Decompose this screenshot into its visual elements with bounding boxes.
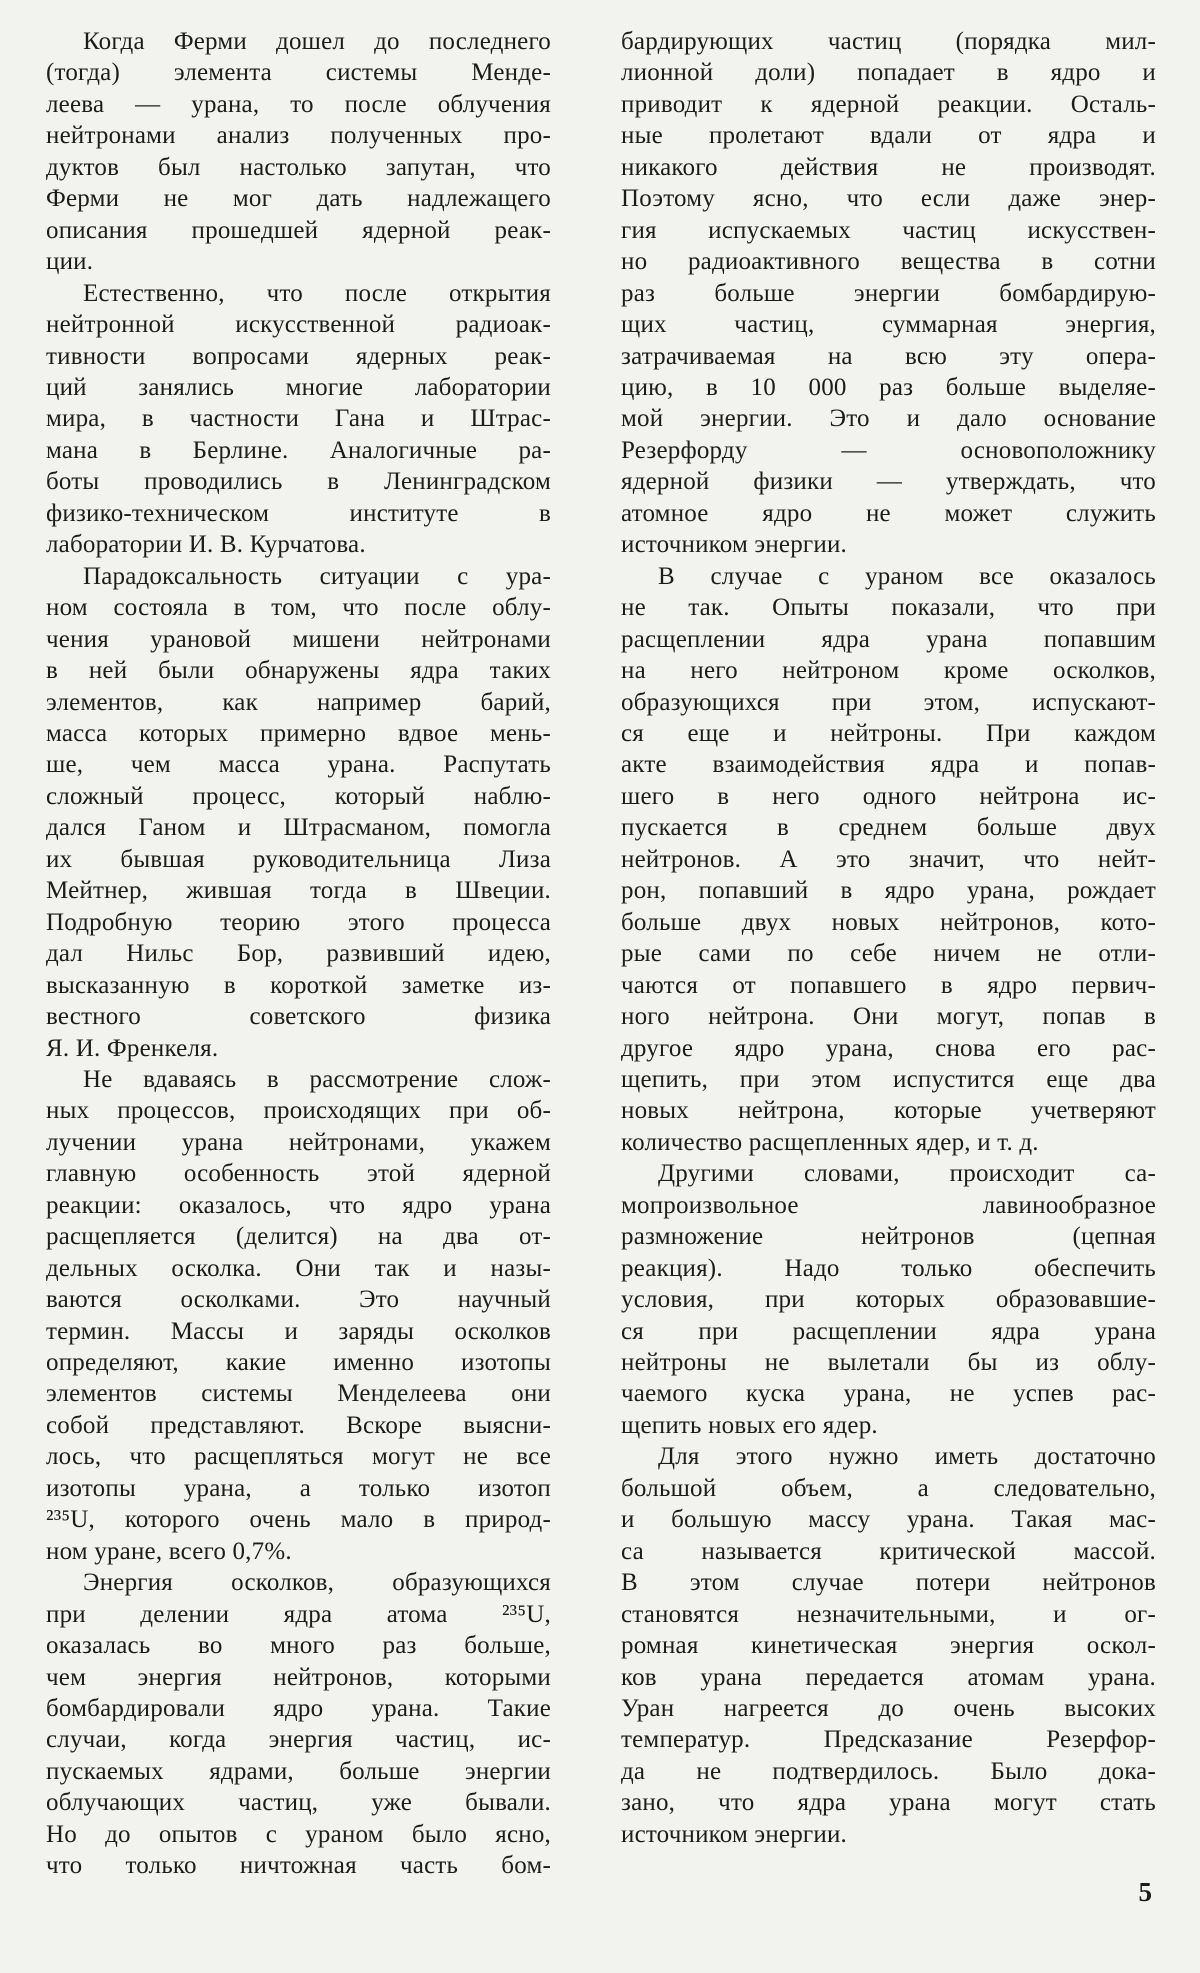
paragraph [46,561,551,1064]
paragraph [46,278,551,561]
text-line: элементов, как например барий, [46,688,551,716]
right-column [621,26,1156,1882]
text-line: Поэтому ясно, что если даже энер- [621,185,1156,213]
text-line: боты проводились в Ленинградском [46,468,551,496]
paragraph [621,1441,1156,1850]
text-line: высказанную в короткой заметке из- [46,971,551,999]
text-line: щепить, при этом испустится еще два [621,1065,1156,1093]
text-line: дельных осколка. Они так и назы- [46,1254,551,1282]
text-line: лучении урана нейтронами, укажем [46,1128,551,1156]
text-line: пускается в среднем больше двух [621,814,1156,842]
text-line: ядерной физики — утверждать, что [621,468,1156,496]
text-line: оказалась во много раз больше, [46,1632,551,1660]
text-line: леева — урана, то после облучения [46,90,551,118]
text-line: ции. [46,248,94,276]
text-line: шего в него одного нейтрона ис- [621,782,1156,810]
text-line: ном состояла в том, что после облу- [46,594,551,622]
text-line: нейтронами анализ полученных про- [46,122,551,150]
paragraph [621,1158,1156,1441]
text-line: образующихся при этом, испускают- [621,688,1156,716]
text-line: главную особенность этой ядерной [46,1160,551,1188]
text-line: большой объем, а следовательно, [621,1474,1156,1502]
text-line: пускаемых ядрами, больше энергии [46,1757,551,1785]
text-line: бомбардировали ядро урана. Такие [46,1695,551,1723]
text-line: количество расщепленных ядер, и т. д. [621,1128,1039,1156]
text-line: чем энергия нейтронов, которыми [46,1663,551,1691]
text-line: ся при расщеплении ядра урана [621,1317,1156,1345]
text-line: щепить новых его ядер. [621,1411,878,1439]
text-line: но радиоактивного вещества в сотни [621,248,1156,276]
text-line: Энергия осколков, образующихся [83,1569,551,1597]
text-line: мана в Берлине. Аналогичные ра- [46,436,551,464]
text-line: рые сами по себе ничем не отли- [621,940,1156,968]
text-line: их бывшая руководительница Лиза [46,845,551,873]
paragraph [621,561,1156,1159]
text-line: дуктов был настолько запутан, что [46,153,551,181]
text-line: элементов системы Менделеева они [46,1380,551,1408]
text-line: не так. Опыты показали, что при [621,594,1156,622]
text-line: Парадоксальность ситуации с ура- [83,562,551,590]
text-line: Но до опытов с ураном было ясно, [46,1820,551,1848]
text-line: са называется критической массой. [621,1537,1156,1565]
text-line: размножение нейтронов (цепная [621,1223,1156,1251]
text-line: становятся незначительными, и ог- [621,1600,1156,1628]
text-line: изотопы урана, а только изотоп [46,1474,551,1502]
text-line: нейтроны не вылетали бы из облу- [621,1349,1156,1377]
text-line: Не вдаваясь в рассмотрение слож- [83,1065,551,1093]
text-line: акте взаимодействия ядра и попав- [621,751,1156,779]
paragraph [621,26,1156,561]
text-line: источником энергии. [621,1820,847,1848]
text-line: раз больше энергии бомбардирую- [621,279,1156,307]
text-line: Я. И. Френкеля. [46,1034,219,1062]
text-line: ся еще и нейтроны. При каждом [621,719,1156,747]
text-line: на него нейтроном кроме осколков, [621,657,1156,685]
text-line: при делении ядра атома ²³⁵U, [46,1600,551,1628]
text-line: щих частиц, суммарная энергия, [621,311,1156,339]
left-column [46,26,551,1882]
text-line: Мейтнер, жившая тогда в Швеции. [46,877,551,905]
text-line: лось, что расщепляться могут не все [46,1443,551,1471]
text-line: чаются от попавшего в ядро первич- [621,971,1156,999]
text-line: источником энергии. [621,531,847,559]
text-line: ций занялись многие лаборатории [46,373,551,401]
paragraph [46,1567,551,1882]
text-line: определяют, какие именно изотопы [46,1349,551,1377]
text-line: никакого действия не производят. [621,153,1156,181]
text-line: случаи, когда энергия частиц, ис- [46,1726,551,1754]
text-line: вестного советского физика [46,1003,551,1031]
text-line: затрачиваемая на всю эту опера- [621,342,1156,370]
text-line: нейтронной искусственной радиоак- [46,311,551,339]
text-line: ном уране, всего 0,7%. [46,1537,292,1565]
text-line: реакции: оказалось, что ядро урана [46,1191,551,1219]
text-line: (тогда) элемента системы Менде- [46,59,551,87]
text-line: физико-техническом институте в [46,499,551,527]
text-line: собой представляют. Вскоре выясни- [46,1411,551,1439]
text-line: ных процессов, происходящих при об- [46,1097,551,1125]
text-line: приводит к ядерной реакции. Осталь- [621,90,1156,118]
text-line: дался Ганом и Штрасманом, помогла [46,814,551,842]
text-line: облучающих частиц, уже бывали. [46,1789,551,1817]
text-line: В этом случае потери нейтронов [621,1569,1156,1597]
text-line: дал Нильс Бор, развивший идею, [46,940,551,968]
text-line: ше, чем масса урана. Распутать [46,751,551,779]
text-line: Подробную теорию этого процесса [46,908,551,936]
text-line: чаемого куска урана, не успев рас- [621,1380,1156,1408]
text-line: Для этого нужно иметь достаточно [658,1443,1156,1471]
text-line: зано, что ядра урана могут стать [621,1789,1156,1817]
text-line: атомное ядро не может служить [621,499,1156,527]
text-line: другое ядро урана, снова его рас- [621,1034,1156,1062]
text-line: ков урана передается атомам урана. [621,1663,1156,1691]
text-line: лионной доли) попадает в ядро и [621,59,1156,87]
text-line: мой энергии. Это и дало основание [621,405,1156,433]
text-line: ные пролетают вдали от ядра и [621,122,1156,150]
text-line: Резерфорду — основоположнику [621,436,1156,464]
text-line: Уран нагреется до очень высоких [621,1695,1156,1723]
text-line: ного нейтрона. Они могут, попав в [621,1003,1156,1031]
paragraph [46,26,551,278]
text-line: реакция). Надо только обеспечить [621,1254,1156,1282]
text-line: да не подтвердилось. Было дока- [621,1757,1156,1785]
text-line: Естественно, что после открытия [83,279,551,307]
text-line: в ней были обнаружены ядра таких [46,657,551,685]
text-line: и большую массу урана. Такая мас- [621,1506,1156,1534]
text-line: мопроизвольное лавинообразное [621,1191,1156,1219]
page-number: 5 [1138,1877,1152,1907]
text-line: больше двух новых нейтронов, кото- [621,908,1156,936]
text-columns [46,26,1200,1882]
text-line: тивности вопросами ядерных реак- [46,342,551,370]
text-line: рон, попавший в ядро урана, рождает [621,877,1156,905]
text-line: бардирующих частиц (порядка мил- [621,28,1156,55]
text-line: термин. Массы и заряды осколков [46,1317,551,1345]
text-line: ромная кинетическая энергия оскол- [621,1632,1156,1660]
text-line: описания прошедшей ядерной реак- [46,216,551,244]
text-line: расщепляется (делится) на два от- [46,1223,551,1251]
text-line: цию, в 10 000 раз больше выделяе- [621,373,1156,401]
text-line: Другими словами, происходит са- [658,1160,1156,1188]
text-line: условия, при которых образовавшие- [621,1286,1156,1314]
text-line: новых нейтрона, которые учетверяют [621,1097,1156,1125]
text-line: расщеплении ядра урана попавшим [621,625,1156,653]
text-line: Ферми не мог дать надлежащего [46,185,551,213]
text-line: что только ничтожная часть бом- [46,1852,551,1880]
text-line: сложный процесс, который наблю- [46,782,551,810]
text-line: гия испускаемых частиц искусствен- [621,216,1156,244]
text-line: ²³⁵U, которого очень мало в природ- [46,1506,551,1534]
text-line: мира, в частности Гана и Штрас- [46,405,551,433]
text-line: температур. Предсказание Резерфор- [621,1726,1156,1754]
text-line: лаборатории И. В. Курчатова. [46,531,366,559]
text-line: ваются осколками. Это научный [46,1286,551,1314]
paragraph [46,1064,551,1567]
text-line: Когда Ферми дошел до последнего [83,28,551,55]
text-line: В случае с ураном все оказалось [658,562,1156,590]
text-line: чения урановой мишени нейтронами [46,625,551,653]
text-line: масса которых примерно вдвое мень- [46,719,551,747]
text-line: нейтронов. А это значит, что нейт- [621,845,1156,873]
